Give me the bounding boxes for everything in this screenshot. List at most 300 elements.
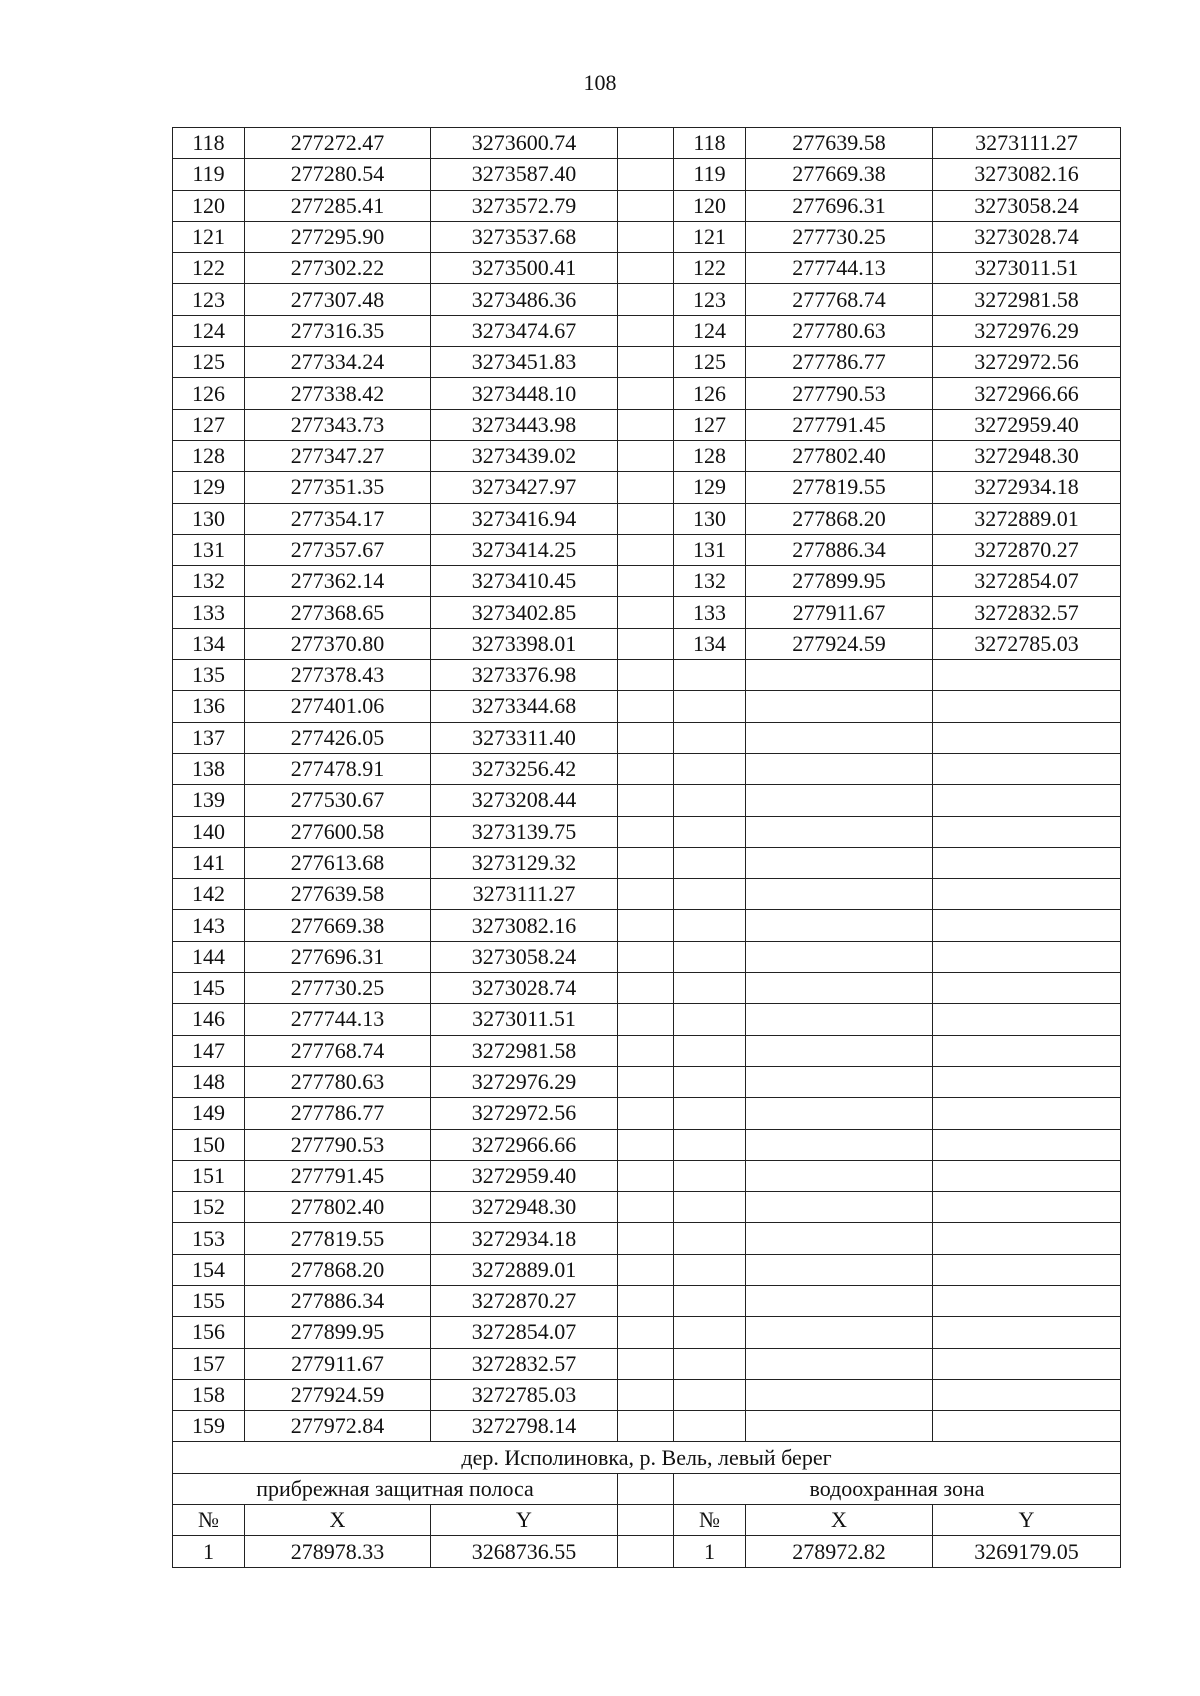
right-point-y bbox=[933, 1254, 1121, 1285]
left-point-num: 153 bbox=[173, 1223, 245, 1254]
right-point-y: 3273011.51 bbox=[933, 253, 1121, 284]
right-point-x bbox=[746, 1411, 933, 1442]
table-row bbox=[173, 409, 1121, 440]
right-point-y bbox=[933, 1035, 1121, 1066]
right-point-x bbox=[746, 816, 933, 847]
gap-cell bbox=[618, 1254, 674, 1285]
right-point-y bbox=[933, 1379, 1121, 1410]
right-point-y bbox=[933, 1160, 1121, 1191]
right-point-num bbox=[674, 1254, 746, 1285]
right-point-y bbox=[933, 1223, 1121, 1254]
right-point-x bbox=[746, 973, 933, 1004]
right-point-y: 3272832.57 bbox=[933, 597, 1121, 628]
section-title: дер. Исполиновка, р. Вель, левый берег bbox=[173, 1442, 1121, 1473]
left-point-x: 278978.33 bbox=[245, 1536, 431, 1567]
gap-cell bbox=[618, 1411, 674, 1442]
gap-cell bbox=[618, 1536, 674, 1567]
gap-cell bbox=[618, 409, 674, 440]
right-point-num bbox=[674, 785, 746, 816]
right-point-x bbox=[746, 1192, 933, 1223]
left-point-num: 152 bbox=[173, 1192, 245, 1223]
table-row bbox=[173, 221, 1121, 252]
table-row bbox=[173, 879, 1121, 910]
gap-cell bbox=[618, 910, 674, 941]
right-point-y: 3272889.01 bbox=[933, 503, 1121, 534]
right-point-num: 131 bbox=[674, 534, 746, 565]
left-point-x: 277819.55 bbox=[245, 1223, 431, 1254]
right-point-x bbox=[746, 1254, 933, 1285]
left-point-x: 277295.90 bbox=[245, 221, 431, 252]
gap-cell bbox=[618, 534, 674, 565]
left-point-num: 159 bbox=[173, 1411, 245, 1442]
left-point-y: 3273414.25 bbox=[431, 534, 618, 565]
left-point-y: 3273028.74 bbox=[431, 973, 618, 1004]
left-point-x: 277744.13 bbox=[245, 1004, 431, 1035]
table-row bbox=[173, 1285, 1121, 1316]
right-point-num bbox=[674, 722, 746, 753]
right-point-y: 3273028.74 bbox=[933, 221, 1121, 252]
left-point-y: 3273058.24 bbox=[431, 941, 618, 972]
gap-cell bbox=[618, 503, 674, 534]
gap-cell bbox=[618, 284, 674, 315]
section-heading-row bbox=[173, 1473, 1121, 1504]
left-point-x: 277272.47 bbox=[245, 128, 431, 159]
left-point-x: 277307.48 bbox=[245, 284, 431, 315]
right-point-num bbox=[674, 691, 746, 722]
right-point-x bbox=[746, 847, 933, 878]
left-point-num: 134 bbox=[173, 628, 245, 659]
right-point-y bbox=[933, 910, 1121, 941]
right-point-num: 133 bbox=[674, 597, 746, 628]
section-first-row bbox=[173, 1536, 1121, 1567]
left-point-num: 131 bbox=[173, 534, 245, 565]
left-point-x: 277370.80 bbox=[245, 628, 431, 659]
gap-cell bbox=[618, 1098, 674, 1129]
section-block bbox=[173, 1442, 1121, 1567]
left-point-x: 277280.54 bbox=[245, 159, 431, 190]
table-row bbox=[173, 503, 1121, 534]
left-point-num: 135 bbox=[173, 660, 245, 691]
right-point-x bbox=[746, 1035, 933, 1066]
right-point-num bbox=[674, 816, 746, 847]
right-point-x: 277924.59 bbox=[746, 628, 933, 659]
right-heading: водоохранная зона bbox=[674, 1473, 1121, 1504]
right-point-num bbox=[674, 879, 746, 910]
right-point-y: 3272854.07 bbox=[933, 566, 1121, 597]
left-point-x: 277302.22 bbox=[245, 253, 431, 284]
left-point-num: 142 bbox=[173, 879, 245, 910]
right-point-x bbox=[746, 1285, 933, 1316]
right-point-x: 277886.34 bbox=[746, 534, 933, 565]
left-point-x: 277362.14 bbox=[245, 566, 431, 597]
left-point-num: 1 bbox=[173, 1536, 245, 1567]
gap-cell bbox=[618, 378, 674, 409]
right-point-y bbox=[933, 879, 1121, 910]
table-row bbox=[173, 753, 1121, 784]
table-row bbox=[173, 159, 1121, 190]
right-point-y bbox=[933, 847, 1121, 878]
left-point-x: 277911.67 bbox=[245, 1348, 431, 1379]
right-point-x bbox=[746, 1223, 933, 1254]
right-point-y bbox=[933, 973, 1121, 1004]
left-point-y: 3272934.18 bbox=[431, 1223, 618, 1254]
right-point-num bbox=[674, 1223, 746, 1254]
right-point-y bbox=[933, 816, 1121, 847]
left-point-num: 139 bbox=[173, 785, 245, 816]
right-point-y: 3272981.58 bbox=[933, 284, 1121, 315]
right-point-x: 277802.40 bbox=[746, 440, 933, 471]
table-row bbox=[173, 284, 1121, 315]
right-point-x bbox=[746, 1317, 933, 1348]
left-point-y: 3273443.98 bbox=[431, 409, 618, 440]
gap-cell bbox=[618, 691, 674, 722]
table-row bbox=[173, 910, 1121, 941]
left-point-x: 277426.05 bbox=[245, 722, 431, 753]
left-point-x: 277613.68 bbox=[245, 847, 431, 878]
left-point-x: 277886.34 bbox=[245, 1285, 431, 1316]
left-point-num: 137 bbox=[173, 722, 245, 753]
right-point-x bbox=[746, 1004, 933, 1035]
gap-cell bbox=[618, 1505, 674, 1536]
left-point-y: 3273427.97 bbox=[431, 472, 618, 503]
left-point-x: 277530.67 bbox=[245, 785, 431, 816]
left-point-y: 3272959.40 bbox=[431, 1160, 618, 1191]
right-point-y bbox=[933, 1098, 1121, 1129]
right-point-num bbox=[674, 1317, 746, 1348]
table-row bbox=[173, 378, 1121, 409]
left-point-num: 151 bbox=[173, 1160, 245, 1191]
left-point-num: 118 bbox=[173, 128, 245, 159]
right-point-x bbox=[746, 1348, 933, 1379]
left-point-y: 3272832.57 bbox=[431, 1348, 618, 1379]
right-point-x bbox=[746, 660, 933, 691]
right-point-num bbox=[674, 1285, 746, 1316]
left-point-y: 3273082.16 bbox=[431, 910, 618, 941]
right-point-num: 125 bbox=[674, 347, 746, 378]
left-point-y: 3273474.67 bbox=[431, 315, 618, 346]
left-col-x: X bbox=[245, 1505, 431, 1536]
gap-cell bbox=[618, 816, 674, 847]
left-point-y: 3273537.68 bbox=[431, 221, 618, 252]
gap-cell bbox=[618, 1223, 674, 1254]
left-point-num: 141 bbox=[173, 847, 245, 878]
left-point-num: 136 bbox=[173, 691, 245, 722]
left-point-num: 144 bbox=[173, 941, 245, 972]
gap-cell bbox=[618, 785, 674, 816]
right-point-y: 3269179.05 bbox=[933, 1536, 1121, 1567]
table-row bbox=[173, 847, 1121, 878]
table-row bbox=[173, 566, 1121, 597]
left-point-y: 3273451.83 bbox=[431, 347, 618, 378]
gap-cell bbox=[618, 597, 674, 628]
right-point-num: 127 bbox=[674, 409, 746, 440]
left-point-y: 3273416.94 bbox=[431, 503, 618, 534]
table-row bbox=[173, 128, 1121, 159]
left-point-y: 3273572.79 bbox=[431, 190, 618, 221]
gap-cell bbox=[618, 973, 674, 1004]
right-point-y bbox=[933, 722, 1121, 753]
right-point-y bbox=[933, 1066, 1121, 1097]
right-point-x bbox=[746, 785, 933, 816]
left-point-y: 3273129.32 bbox=[431, 847, 618, 878]
right-point-num bbox=[674, 1192, 746, 1223]
right-point-x: 277790.53 bbox=[746, 378, 933, 409]
right-point-y: 3273058.24 bbox=[933, 190, 1121, 221]
gap-cell bbox=[618, 753, 674, 784]
table-row bbox=[173, 691, 1121, 722]
gap-cell bbox=[618, 1473, 674, 1504]
right-point-y: 3272972.56 bbox=[933, 347, 1121, 378]
table-row bbox=[173, 534, 1121, 565]
left-point-x: 277924.59 bbox=[245, 1379, 431, 1410]
left-point-num: 129 bbox=[173, 472, 245, 503]
left-point-x: 277786.77 bbox=[245, 1098, 431, 1129]
left-point-num: 158 bbox=[173, 1379, 245, 1410]
left-point-num: 133 bbox=[173, 597, 245, 628]
left-point-x: 277600.58 bbox=[245, 816, 431, 847]
left-point-y: 3273398.01 bbox=[431, 628, 618, 659]
right-point-y: 3272934.18 bbox=[933, 472, 1121, 503]
table-row bbox=[173, 722, 1121, 753]
right-point-num bbox=[674, 941, 746, 972]
right-point-y bbox=[933, 1317, 1121, 1348]
gap-cell bbox=[618, 221, 674, 252]
gap-cell bbox=[618, 722, 674, 753]
left-point-x: 277368.65 bbox=[245, 597, 431, 628]
table-row bbox=[173, 1254, 1121, 1285]
table-row bbox=[173, 597, 1121, 628]
right-point-x: 277669.38 bbox=[746, 159, 933, 190]
left-point-num: 147 bbox=[173, 1035, 245, 1066]
right-point-num bbox=[674, 1129, 746, 1160]
left-point-x: 277351.35 bbox=[245, 472, 431, 503]
left-point-y: 3273111.27 bbox=[431, 879, 618, 910]
left-point-y: 3273011.51 bbox=[431, 1004, 618, 1035]
right-point-y bbox=[933, 1192, 1121, 1223]
table-row bbox=[173, 628, 1121, 659]
left-point-y: 3273410.45 bbox=[431, 566, 618, 597]
left-point-y: 3273439.02 bbox=[431, 440, 618, 471]
right-point-y bbox=[933, 785, 1121, 816]
left-point-x: 277316.35 bbox=[245, 315, 431, 346]
left-point-x: 277357.67 bbox=[245, 534, 431, 565]
left-point-y: 3273311.40 bbox=[431, 722, 618, 753]
right-point-num bbox=[674, 973, 746, 1004]
left-point-y: 3273486.36 bbox=[431, 284, 618, 315]
gap-cell bbox=[618, 1035, 674, 1066]
table-row bbox=[173, 1348, 1121, 1379]
right-point-x: 277819.55 bbox=[746, 472, 933, 503]
right-point-num bbox=[674, 1411, 746, 1442]
left-point-y: 3273208.44 bbox=[431, 785, 618, 816]
gap-cell bbox=[618, 1160, 674, 1191]
gap-cell bbox=[618, 628, 674, 659]
table-row bbox=[173, 941, 1121, 972]
right-point-num: 120 bbox=[674, 190, 746, 221]
gap-cell bbox=[618, 190, 674, 221]
table-row bbox=[173, 253, 1121, 284]
left-heading: прибрежная защитная полоса bbox=[173, 1473, 618, 1504]
right-col-y: Y bbox=[933, 1505, 1121, 1536]
left-point-x: 277780.63 bbox=[245, 1066, 431, 1097]
right-point-x: 277768.74 bbox=[746, 284, 933, 315]
table-row bbox=[173, 1223, 1121, 1254]
right-point-x: 277639.58 bbox=[746, 128, 933, 159]
right-point-y bbox=[933, 1411, 1121, 1442]
left-point-num: 146 bbox=[173, 1004, 245, 1035]
right-point-y bbox=[933, 1285, 1121, 1316]
gap-cell bbox=[618, 253, 674, 284]
gap-cell bbox=[618, 472, 674, 503]
table-row bbox=[173, 1379, 1121, 1410]
right-point-num: 1 bbox=[674, 1536, 746, 1567]
gap-cell bbox=[618, 1066, 674, 1097]
left-point-num: 132 bbox=[173, 566, 245, 597]
right-point-num bbox=[674, 1035, 746, 1066]
table-row bbox=[173, 660, 1121, 691]
left-point-y: 3272870.27 bbox=[431, 1285, 618, 1316]
right-point-y: 3272966.66 bbox=[933, 378, 1121, 409]
right-point-y: 3272959.40 bbox=[933, 409, 1121, 440]
left-point-x: 277696.31 bbox=[245, 941, 431, 972]
left-point-num: 145 bbox=[173, 973, 245, 1004]
table-row bbox=[173, 1192, 1121, 1223]
right-point-num: 128 bbox=[674, 440, 746, 471]
gap-cell bbox=[618, 1004, 674, 1035]
table-row bbox=[173, 190, 1121, 221]
left-point-x: 277791.45 bbox=[245, 1160, 431, 1191]
left-point-y: 3272785.03 bbox=[431, 1379, 618, 1410]
page-number: 108 bbox=[583, 70, 617, 95]
left-point-x: 277378.43 bbox=[245, 660, 431, 691]
left-point-num: 149 bbox=[173, 1098, 245, 1129]
left-point-x: 277730.25 bbox=[245, 973, 431, 1004]
left-point-x: 277285.41 bbox=[245, 190, 431, 221]
left-point-x: 277790.53 bbox=[245, 1129, 431, 1160]
gap-cell bbox=[618, 1285, 674, 1316]
left-point-y: 3272972.56 bbox=[431, 1098, 618, 1129]
left-point-y: 3273256.42 bbox=[431, 753, 618, 784]
left-point-num: 157 bbox=[173, 1348, 245, 1379]
left-point-num: 128 bbox=[173, 440, 245, 471]
gap-cell bbox=[618, 1192, 674, 1223]
gap-cell bbox=[618, 1129, 674, 1160]
left-point-x: 277343.73 bbox=[245, 409, 431, 440]
right-point-x: 277868.20 bbox=[746, 503, 933, 534]
right-point-y bbox=[933, 941, 1121, 972]
gap-cell bbox=[618, 1317, 674, 1348]
right-point-y bbox=[933, 1348, 1121, 1379]
table-row bbox=[173, 785, 1121, 816]
right-point-num: 129 bbox=[674, 472, 746, 503]
left-point-x: 277802.40 bbox=[245, 1192, 431, 1223]
left-point-x: 277768.74 bbox=[245, 1035, 431, 1066]
right-point-y: 3272870.27 bbox=[933, 534, 1121, 565]
left-point-y: 3273376.98 bbox=[431, 660, 618, 691]
right-point-x: 277911.67 bbox=[746, 597, 933, 628]
left-point-num: 120 bbox=[173, 190, 245, 221]
left-point-x: 277868.20 bbox=[245, 1254, 431, 1285]
gap-cell bbox=[618, 566, 674, 597]
left-point-y: 3272981.58 bbox=[431, 1035, 618, 1066]
left-point-y: 3273587.40 bbox=[431, 159, 618, 190]
coordinates-table bbox=[172, 127, 1121, 1568]
right-point-y bbox=[933, 691, 1121, 722]
left-point-y: 3272889.01 bbox=[431, 1254, 618, 1285]
left-point-x: 277899.95 bbox=[245, 1317, 431, 1348]
right-point-y: 3273111.27 bbox=[933, 128, 1121, 159]
gap-cell bbox=[618, 941, 674, 972]
table-row bbox=[173, 315, 1121, 346]
right-point-num bbox=[674, 1160, 746, 1191]
left-point-x: 277478.91 bbox=[245, 753, 431, 784]
right-point-x bbox=[746, 1098, 933, 1129]
left-point-num: 123 bbox=[173, 284, 245, 315]
right-point-num: 121 bbox=[674, 221, 746, 252]
left-point-num: 126 bbox=[173, 378, 245, 409]
left-point-num: 155 bbox=[173, 1285, 245, 1316]
left-point-num: 154 bbox=[173, 1254, 245, 1285]
left-point-x: 277338.42 bbox=[245, 378, 431, 409]
gap-cell bbox=[618, 879, 674, 910]
right-point-num: 130 bbox=[674, 503, 746, 534]
right-point-num bbox=[674, 1379, 746, 1410]
right-col-num: № bbox=[674, 1505, 746, 1536]
left-point-num: 127 bbox=[173, 409, 245, 440]
right-point-num: 119 bbox=[674, 159, 746, 190]
right-point-x: 277696.31 bbox=[746, 190, 933, 221]
left-point-num: 143 bbox=[173, 910, 245, 941]
right-point-x bbox=[746, 910, 933, 941]
table-row bbox=[173, 816, 1121, 847]
left-point-num: 156 bbox=[173, 1317, 245, 1348]
right-point-x: 277786.77 bbox=[746, 347, 933, 378]
right-point-x bbox=[746, 1160, 933, 1191]
left-point-x: 277354.17 bbox=[245, 503, 431, 534]
left-point-x: 277639.58 bbox=[245, 879, 431, 910]
right-point-num bbox=[674, 847, 746, 878]
gap-cell bbox=[618, 1348, 674, 1379]
right-point-num: 124 bbox=[674, 315, 746, 346]
gap-cell bbox=[618, 347, 674, 378]
right-point-y: 3272976.29 bbox=[933, 315, 1121, 346]
right-point-x bbox=[746, 753, 933, 784]
table-row bbox=[173, 347, 1121, 378]
left-point-num: 138 bbox=[173, 753, 245, 784]
left-point-num: 130 bbox=[173, 503, 245, 534]
right-point-num: 123 bbox=[674, 284, 746, 315]
table-row bbox=[173, 1317, 1121, 1348]
gap-cell bbox=[618, 440, 674, 471]
right-point-num bbox=[674, 1066, 746, 1097]
left-point-y: 3272966.66 bbox=[431, 1129, 618, 1160]
gap-cell bbox=[618, 315, 674, 346]
left-point-y: 3272798.14 bbox=[431, 1411, 618, 1442]
left-point-num: 125 bbox=[173, 347, 245, 378]
left-point-y: 3273500.41 bbox=[431, 253, 618, 284]
gap-cell bbox=[618, 660, 674, 691]
right-point-x: 278972.82 bbox=[746, 1536, 933, 1567]
right-point-y: 3272948.30 bbox=[933, 440, 1121, 471]
left-point-y: 3268736.55 bbox=[431, 1536, 618, 1567]
gap-cell bbox=[618, 159, 674, 190]
right-point-y: 3273082.16 bbox=[933, 159, 1121, 190]
right-point-num bbox=[674, 910, 746, 941]
table-row bbox=[173, 1035, 1121, 1066]
left-point-num: 140 bbox=[173, 816, 245, 847]
right-point-x: 277744.13 bbox=[746, 253, 933, 284]
left-point-y: 3273344.68 bbox=[431, 691, 618, 722]
